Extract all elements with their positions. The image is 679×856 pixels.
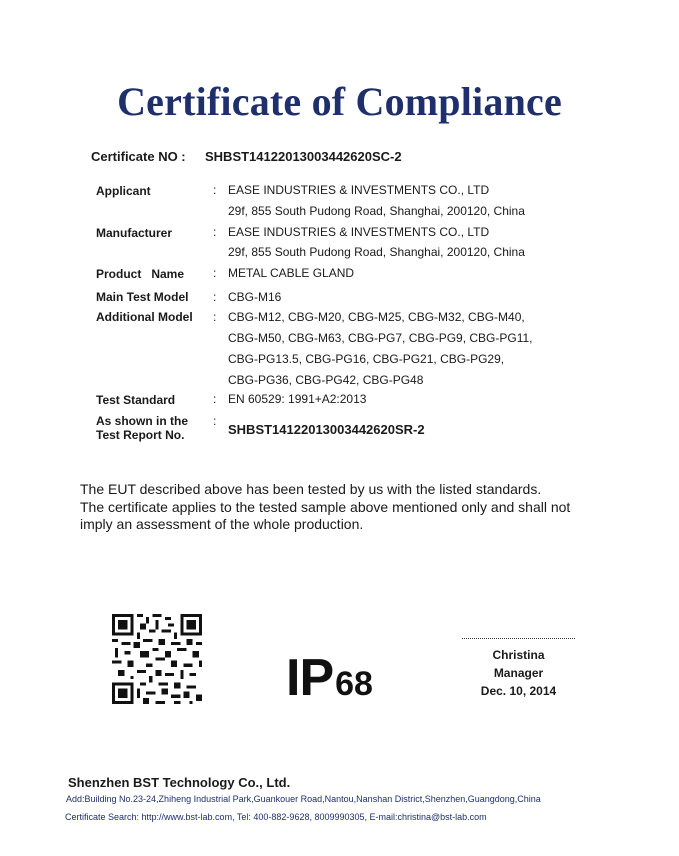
product-name-value: METAL CABLE GLAND [228, 266, 355, 280]
additional-model-label: Additional Model [96, 310, 193, 324]
applicant-address: 29f, 855 South Pudong Road, Shanghai, 200120, China [228, 204, 525, 218]
additional-model-line: CBG-M50, CBG-M63, CBG-PG7, CBG-PG9, CBG-PG11, [228, 331, 533, 345]
signature-date: Dec. 10, 2014 [480, 684, 557, 698]
footer-company: Shenzhen BST Technology Co., Ltd. [68, 775, 291, 790]
ip-rating [286, 648, 373, 708]
main-test-model-colon: : [213, 290, 217, 304]
additional-model-line: CBG-M12, CBG-M20, CBG-M25, CBG-M32, CBG-M40, [228, 310, 525, 324]
test-report-number: SHBST14122013003442620SR-2 [228, 422, 425, 437]
test-standard-value: EN 60529: 1991+A2:2013 [228, 392, 367, 406]
manufacturer-name: EASE INDUSTRIES & INVESTMENTS CO., LTD [228, 225, 490, 239]
footer-address: Add:Building No.23-24,Zhiheng Industrial Park,Guankouer Road,Nantou,Nanshan District,Shenzhen,Guangdong,China [66, 794, 541, 804]
additional-model-line: CBG-PG36, CBG-PG42, CBG-PG48 [228, 373, 424, 387]
applicant-colon: : [213, 183, 217, 197]
manufacturer-label: Manufacturer [96, 226, 173, 240]
ip-rating-main: IP [286, 649, 334, 707]
test-report-label-line1: As shown in the [96, 414, 189, 428]
applicant-label: Applicant [96, 184, 151, 198]
certificate-number-value: SHBST14122013003442620SC-2 [205, 149, 402, 164]
certificate-title: Certificate of Compliance [117, 79, 562, 124]
main-test-model-value: CBG-M16 [228, 290, 282, 304]
signatory-role: Manager [493, 666, 544, 680]
additional-model-colon: : [213, 310, 217, 324]
product-colon: : [213, 266, 217, 280]
manufacturer-address: 29f, 855 South Pudong Road, Shanghai, 200120, China [228, 245, 525, 259]
additional-model-line: CBG-PG13.5, CBG-PG16, CBG-PG21, CBG-PG29, [228, 352, 505, 366]
signature-block [462, 646, 575, 700]
test-standard-label: Test Standard [96, 393, 176, 407]
manufacturer-colon: : [213, 225, 217, 239]
ip-rating-sub: 68 [335, 665, 373, 703]
applicant-name: EASE INDUSTRIES & INVESTMENTS CO., LTD [228, 183, 490, 197]
compliance-statement [80, 481, 570, 534]
test-report-colon: : [213, 414, 217, 428]
test-standard-colon: : [213, 392, 217, 406]
statement-line: The certificate applies to the tested sample above mentioned only and shall not [80, 498, 571, 515]
product-name-label: Product Name [96, 267, 185, 281]
footer-search: Certificate Search: http://www.bst-lab.com, Tel: 400-882-9628, 8009990305, E-mail:christina@bst-lab.com [65, 812, 487, 822]
signatory-name: Christina [492, 648, 545, 662]
main-test-model-label: Main Test Model [96, 290, 189, 304]
statement-line: The EUT described above has been tested by us with the listed standards. [80, 481, 542, 497]
signature-line [462, 638, 575, 639]
certificate-number-label: Certificate NO : [91, 149, 186, 164]
certificate-number [91, 149, 402, 164]
statement-line: imply an assessment of the whole production. [80, 516, 364, 532]
qr-code-icon [112, 614, 202, 704]
test-report-label-line2: Test Report No. [96, 428, 185, 442]
